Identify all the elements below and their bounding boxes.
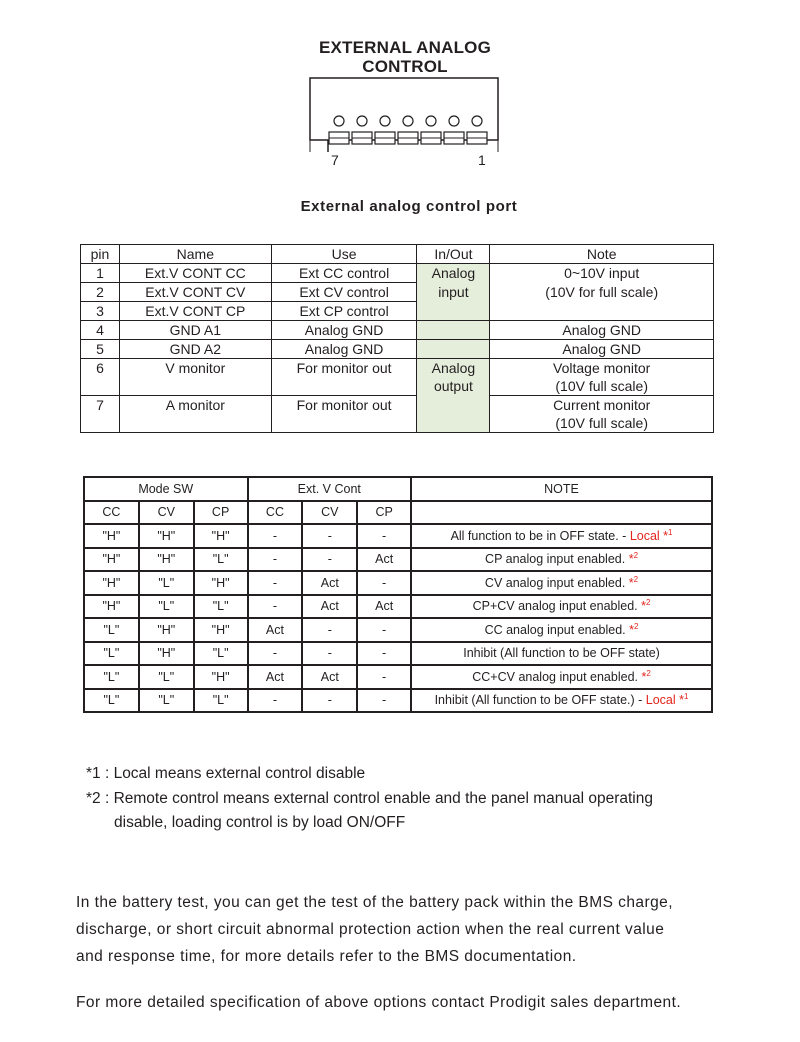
table-row [81,414,714,433]
table-row [81,396,714,415]
mode-cell: - [357,618,411,642]
mode-table-sub-header [84,501,712,525]
mode-note-reference-text: * [628,552,634,567]
mode-cell: - [357,571,411,595]
header-mode-sw: Mode SW [84,477,248,501]
pin-use: For monitor out [271,359,417,378]
sub-header-ext-cp: CP [357,501,411,525]
mode-cell: "L" [194,689,248,713]
mode-note-reference-number: 2 [634,621,639,631]
mode-note [411,665,712,689]
mode-cell: Act [248,618,303,642]
pin-number-blank [81,414,120,433]
table-row [84,665,712,689]
mode-cell: "L" [84,665,139,689]
mode-cell: - [357,665,411,689]
mode-cell: - [248,595,303,619]
mode-note [411,548,712,572]
mode-cell: Act [357,595,411,619]
table-row [81,321,714,340]
mode-note [411,689,712,713]
mode-cell: "H" [139,618,194,642]
mode-cell: "H" [139,642,194,666]
mode-cell: "L" [84,689,139,713]
pin-name: V monitor [119,359,271,378]
inout-output-blank [417,414,490,433]
mode-note-reference-number: 2 [646,598,651,608]
pin-note-line2: (10V full scale) [490,414,714,433]
mode-cell: - [248,642,303,666]
inout-output-line2: output [417,377,490,396]
inout-input-line1: Analog [417,264,490,283]
note-input-blank [490,302,714,321]
mode-note-reference [641,599,650,613]
mode-note-text: CC analog input enabled. [484,622,630,637]
table-row [81,359,714,378]
pin-hole-7 [334,116,344,126]
mode-note-reference-number: 1 [684,692,689,702]
mode-cell: "L" [194,642,248,666]
pin-hole-2 [449,116,459,126]
mode-note-reference-number: 2 [646,668,651,678]
pin-name: GND A1 [119,321,271,340]
mode-cell: - [357,689,411,713]
pin-use: For monitor out [271,396,417,415]
mode-cell: - [248,689,303,713]
mode-note-text: Inhibit (All function to be OFF state.) - [434,693,646,708]
mode-cell: - [248,548,303,572]
mode-cell: Act [302,665,357,689]
mode-cell: Act [248,665,303,689]
sub-header-ext-cv: CV [302,501,357,525]
header-use: Use [271,245,417,264]
table-row [81,302,714,321]
pin-name-blank [119,414,271,433]
pin-number: 4 [81,321,120,340]
table-row [84,642,712,666]
mode-note [411,595,712,619]
mode-cell: - [248,524,303,548]
mode-cell: - [302,548,357,572]
header-note: NOTE [411,477,712,501]
pin-hole-1 [472,116,482,126]
mode-cell: - [302,618,357,642]
mode-note-reference [641,670,650,684]
mode-note-reference [629,552,638,566]
sub-header-note-blank [411,501,712,525]
pin-name: GND A2 [119,340,271,359]
pin-number: 6 [81,359,120,378]
pin-name: Ext.V CONT CV [119,283,271,302]
inout-blank [417,340,490,359]
inout-input-blank [417,302,490,321]
pin-use: Analog GND [271,340,417,359]
mode-note-reference [629,576,638,590]
mode-note-reference-text: * [641,669,647,684]
pin-label-1: 1 [478,152,486,168]
mode-cell: - [302,642,357,666]
pin-note: Analog GND [490,321,714,340]
mode-cell: - [357,642,411,666]
note-input-line1: 0~10V input [490,264,714,283]
mode-cell: "L" [84,618,139,642]
pin-use: Ext CC control [271,264,417,283]
mode-cell: "L" [194,595,248,619]
mode-cell: "L" [84,642,139,666]
pin-number: 2 [81,283,120,302]
pin-use-blank [271,377,417,396]
mode-note-reference-text: * [641,599,646,614]
mode-cell: "H" [139,524,194,548]
pin-hole-6 [357,116,367,126]
header-name: Name [119,245,271,264]
mode-cell: "L" [139,571,194,595]
mode-note-text: Inhibit (All function to be OFF state) [463,646,660,661]
pin-label-7: 7 [331,152,339,168]
pin-table-header [81,245,714,264]
pin-name: A monitor [119,396,271,415]
pin-name: Ext.V CONT CC [119,264,271,283]
mode-cell: "L" [139,665,194,689]
mode-cell: "H" [84,571,139,595]
pin-hole-3 [426,116,436,126]
pin-note: Analog GND [490,340,714,359]
table-row [84,618,712,642]
mode-cell: - [302,689,357,713]
mode-note-reference [646,693,689,707]
mode-cell: "H" [194,618,248,642]
mode-cell: - [357,524,411,548]
mode-note-reference-text: Local * [645,693,685,708]
connector-diagram [300,74,510,154]
mode-note-text: All function to be in OFF state. - [450,528,630,543]
paragraph-line: and response time, for more details refer to the BMS documentation. [76,948,577,965]
mode-cell: "H" [194,524,248,548]
mode-table-body [84,524,712,712]
mode-note-reference-number: 2 [633,574,639,584]
battery-test-paragraph [76,889,740,970]
mode-note-reference-text: Local * [629,528,669,543]
mode-note-text: CV analog input enabled. [484,575,629,590]
footnotes [86,762,653,836]
header-note: Note [490,245,714,264]
mode-note-reference-number: 1 [668,527,673,537]
inout-blank [417,321,490,340]
header-pin: pin [81,245,120,264]
connector-body [310,78,498,140]
mode-cell: Act [302,571,357,595]
connector-holes [334,116,482,126]
inout-output-blank [417,396,490,415]
pin-number: 3 [81,302,120,321]
pin-number: 5 [81,340,120,359]
figure-caption: External analog control port [300,198,518,215]
pin-use: Analog GND [271,321,417,340]
mode-note [411,618,712,642]
pin-note-line1: Current monitor [490,396,714,415]
mode-note-reference-number: 2 [633,551,639,561]
connector-title-line1: EXTERNAL ANALOG [318,38,492,57]
connector-title-line2: CONTROL [362,57,448,76]
mode-cell: "H" [84,524,139,548]
mode-cell: Act [302,595,357,619]
pin-number: 7 [81,396,120,415]
pin-use: Ext CV control [271,283,417,302]
mode-cell: "H" [194,571,248,595]
note-input-line2: (10V for full scale) [490,283,714,302]
pin-note-line1: Voltage monitor [490,359,714,378]
pin-use: Ext CP control [271,302,417,321]
pin-hole-4 [403,116,413,126]
mode-note [411,524,712,548]
table-row [84,571,712,595]
paragraph-line: In the battery test, you can get the test of the battery pack within the BMS charge, [76,894,673,911]
table-row [84,689,712,713]
table-row [81,340,714,359]
header-inout: In/Out [417,245,490,264]
pin-name-blank [119,377,271,396]
table-row [84,548,712,572]
mode-table [83,476,713,713]
mode-note-reference [629,623,638,637]
table-row [81,264,714,283]
mode-cell: - [248,571,303,595]
mode-note-text: CC+CV analog input enabled. [472,669,642,684]
footnote-2-line2: disable, loading control is by load ON/OFF [114,814,406,831]
pin-use-blank [271,414,417,433]
contact-paragraph: For more detailed specification of above options contact Prodigit sales department. [76,994,682,1011]
mode-cell: Act [357,548,411,572]
table-row [84,595,712,619]
header-ext-v-cont: Ext. V Cont [248,477,412,501]
footnote-2-line1: *2 : Remote control means external control enable and the panel manual operating [86,789,653,807]
pin-hole-5 [380,116,390,126]
pin-number-blank [81,377,120,396]
sub-header-ext-cc: CC [248,501,303,525]
sub-header-cv: CV [139,501,194,525]
mode-note-reference-text: * [629,622,635,637]
mode-cell: "L" [139,689,194,713]
sub-header-cc: CC [84,501,139,525]
table-row [81,377,714,396]
mode-cell: "L" [139,595,194,619]
sub-header-cp: CP [194,501,248,525]
pin-name: Ext.V CONT CP [119,302,271,321]
pin-table [80,244,714,433]
mode-cell: "L" [194,548,248,572]
mode-cell: "H" [139,548,194,572]
mode-cell: "H" [84,548,139,572]
mode-note-reference [630,529,673,543]
inout-input-line2: input [417,283,490,302]
pin-number: 1 [81,264,120,283]
mode-note-text: CP analog input enabled. [485,552,629,567]
mode-note-reference-text: * [628,575,634,590]
mode-table-group-header [84,477,712,501]
mode-cell: "H" [84,595,139,619]
connector-title [300,38,510,76]
mode-note [411,571,712,595]
footnote-1: *1 : Local means external control disable [86,765,366,782]
mode-cell: "H" [194,665,248,689]
mode-note-text: CP+CV analog input enabled. [472,599,642,614]
table-row [84,524,712,548]
mode-note [411,642,712,666]
table-row [81,283,714,302]
paragraph-line: discharge, or short circuit abnormal protection action when the real current value [76,921,665,938]
pin-note-line2: (10V full scale) [490,377,714,396]
inout-output-line1: Analog [417,359,490,378]
mode-cell: - [302,524,357,548]
